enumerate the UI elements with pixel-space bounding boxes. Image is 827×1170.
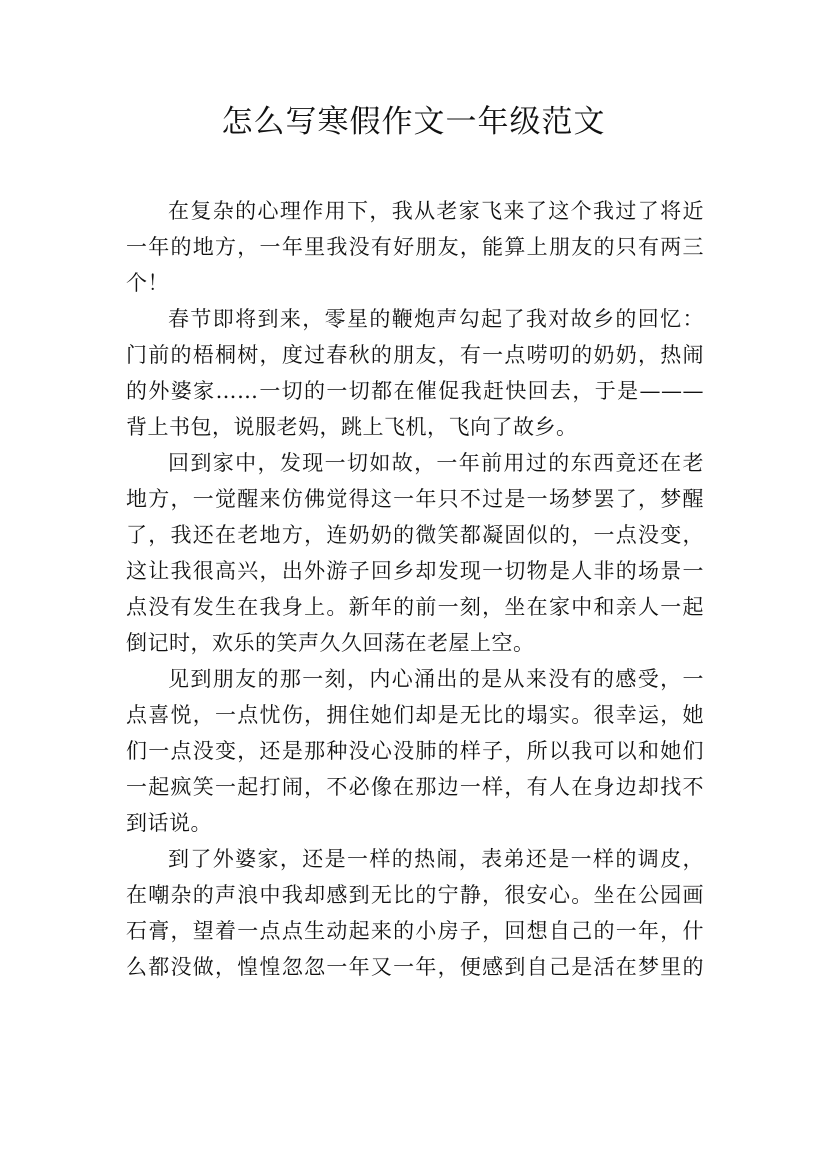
paragraph-2-line-1: 春节即将到来，零星的鞭炮声勾起了我对故乡的回忆： bbox=[168, 307, 704, 331]
document-title: 怎么写寒假作文一年级范文 bbox=[221, 104, 606, 140]
paragraph-1-line-2: 一年的地方，一年里我没有好朋友，能算上朋友的只有两三 bbox=[126, 235, 704, 259]
paragraph-4-line-5: 到话说。 bbox=[126, 811, 212, 835]
paragraph-3-line-4: 这让我很高兴，出外游子回乡却发现一切物是人非的场景一 bbox=[126, 559, 704, 583]
paragraph-5-line-4: 么都没做，惶惶忽忽一年又一年，便感到自己是活在梦里的 bbox=[126, 955, 704, 979]
paragraph-4-line-1: 见到朋友的那一刻，内心涌出的是从来没有的感受，一 bbox=[168, 667, 704, 691]
paragraph-3-line-6: 倒记时，欢乐的笑声久久回荡在老屋上空。 bbox=[126, 631, 535, 655]
paragraph-2-line-3: 的外婆家……一切的一切都在催促我赶快回去，于是——— bbox=[126, 379, 704, 403]
paragraph-5-line-1: 到了外婆家，还是一样的热闹，表弟还是一样的调皮， bbox=[168, 847, 704, 871]
paragraph-1-line-3: 个！ bbox=[126, 271, 169, 295]
paragraph-4-line-4: 一起疯笑一起打闹，不必像在那边一样，有人在身边却找不 bbox=[126, 775, 704, 799]
paragraph-1-line-1: 在复杂的心理作用下，我从老家飞来了这个我过了将近 bbox=[168, 199, 704, 223]
paragraph-4-line-3: 们一点没变，还是那种没心没肺的样子，所以我可以和她们 bbox=[126, 739, 704, 763]
document-body bbox=[126, 193, 704, 985]
paragraph-5-line-2: 在嘲杂的声浪中我却感到无比的宁静，很安心。坐在公园画 bbox=[126, 883, 704, 907]
paragraph-5-line-3: 石膏，望着一点点生动起来的小房子，回想自己的一年，什 bbox=[126, 919, 704, 943]
paragraph-4-line-2: 点喜悦，一点忧伤，拥住她们却是无比的塌实。很幸运，她 bbox=[126, 703, 704, 727]
paragraph-2-line-4: 背上书包，说服老妈，跳上飞机，飞向了故乡。 bbox=[126, 415, 578, 439]
paragraph-3-line-1: 回到家中，发现一切如故，一年前用过的东西竟还在老 bbox=[168, 451, 704, 475]
paragraph-2-line-2: 门前的梧桐树，度过春秋的朋友，有一点唠叨的奶奶，热闹 bbox=[126, 343, 704, 367]
paragraph-3-line-5: 点没有发生在我身上。新年的前一刻，坐在家中和亲人一起 bbox=[126, 595, 704, 619]
paragraph-3-line-2: 地方，一觉醒来仿佛觉得这一年只不过是一场梦罢了，梦醒 bbox=[126, 487, 704, 511]
paragraph-3-line-3: 了，我还在老地方，连奶奶的微笑都凝固似的，一点没变， bbox=[126, 523, 704, 547]
